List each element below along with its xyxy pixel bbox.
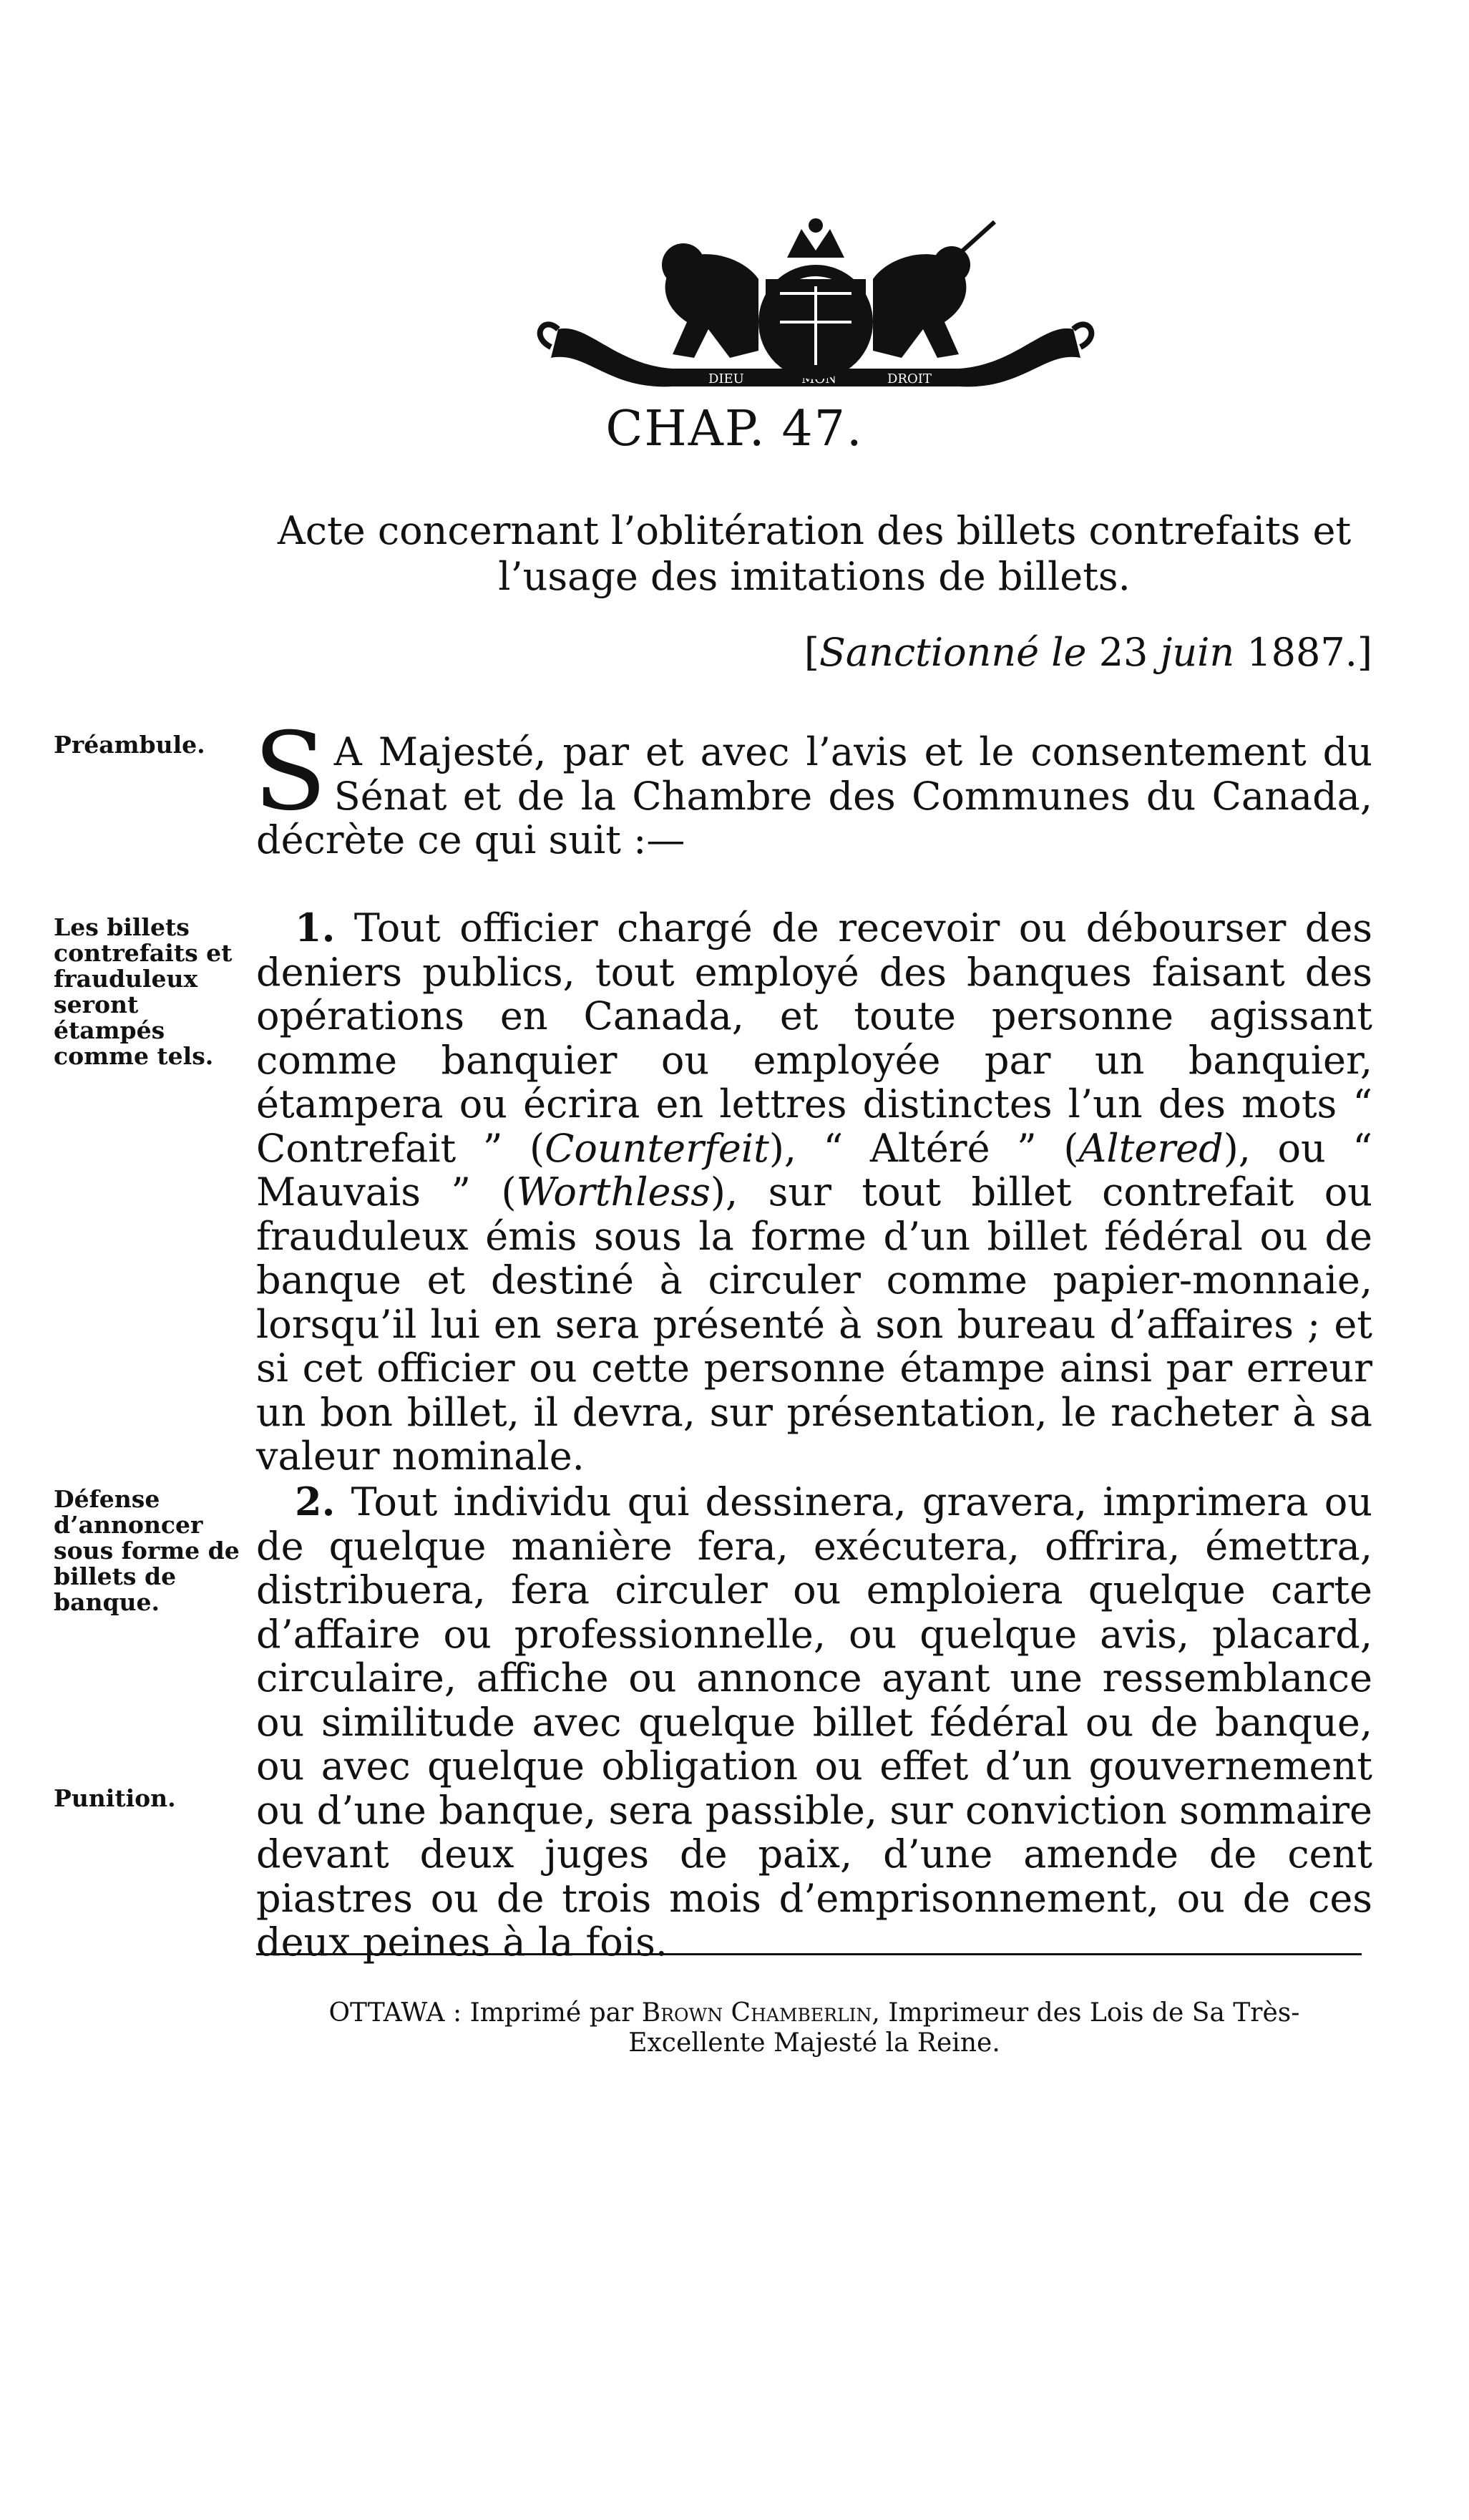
sanction-day: 23 (1098, 630, 1148, 675)
preamble-paragraph (253, 710, 1372, 862)
royal-coat-of-arms-emblem (529, 215, 1102, 394)
margin-note-preamble: Préambule. (54, 731, 205, 759)
section-1-text-c: ), ou “ Mauvais ” ( (256, 1125, 1372, 1215)
imprint-line-2: Excellente Majesté la Reine. (628, 2028, 1000, 2058)
section-1-term-worthless: Worthless (516, 1169, 711, 1215)
motto-center-text: MON (801, 371, 836, 386)
chapter-number: 47. (781, 401, 864, 457)
sanction-close-bracket: .] (1344, 630, 1372, 675)
imprint-printer-name: Brown Chamberlin, (641, 1998, 880, 2028)
preamble-text: A Majesté, par et avec l’avis et le consentement du Sénat et de la Chambre des Communes du Canada, décrète ce qui suit :— (256, 729, 1372, 862)
imprint-line-1 (256, 1998, 1372, 2028)
section-1-text-a: Tout officier chargé de recevoir ou débourser des deniers publics, tout employé des banques faisant des opérations en Canada, et toute personne agissant comme banquier ou employée par un banquier, étampera ou écrira en lettres distinctes l’un des mots “ Contrefait ” ( (256, 905, 1372, 1171)
margin-note-section-2: Défense d’annoncer sous forme de billets de banque. (54, 1485, 240, 1616)
chapter-heading (0, 401, 1469, 457)
sanction-date (804, 630, 1372, 675)
margin-note-punishment: Punition. (54, 1784, 176, 1812)
sanction-year: 1887 (1246, 630, 1345, 675)
imprint-printed-by: Imprimé par (469, 1998, 634, 2028)
margin-note-section-1: Les billets contrefaits et frauduleux seront étampés comme tels. (54, 913, 233, 1070)
section-2-number: 2. (295, 1479, 336, 1524)
act-title-line-2: l’usage des imitations de billets. (498, 554, 1131, 599)
printer-imprint (256, 1998, 1372, 2058)
section-1-text-b: ), “ Altéré ” ( (768, 1125, 1079, 1171)
section-2-text: Tout individu qui dessinera, gravera, imprimera ou de quelque manière fera, exécutera, offrira, émettra, distribuera, fera circuler ou emploiera quelque carte d’affaire ou professionnelle, ou quelque avis, placard, circulaire, affiche ou annonce ayant une ressemblance ou similitude avec quelque billet fédéral ou de banque, ou avec quelque obligation ou effet d’un gouvernement ou d’une banque, sera passible, sur conviction sommaire devant deux juges de paix, d’une amende de cent piastres ou de trois mois d’emprisonnement, ou de ces deux peines à la fois. (256, 1479, 1372, 1965)
act-title-line-1: Acte concernant l’oblitération des billets contrefaits et (277, 508, 1352, 553)
section-1-term-counterfeit: Counterfeit (545, 1125, 769, 1171)
section-1-paragraph (256, 906, 1372, 1479)
motto-right-text: DROIT (887, 371, 932, 386)
crown (787, 229, 844, 258)
footer-rule (256, 1953, 1362, 1955)
section-1-term-altered: Altered (1078, 1125, 1224, 1171)
section-1-text-d: ), sur tout billet contrefait ou frauduleux émis sous la forme d’un billet fédéral ou de banque et destiné à circuler comme papier-monnaie, lorsqu’il lui en sera présenté à son bureau d’affaires ; et si cet officier ou cette personne étampe ainsi par erreur un bon billet, il devra, sur présentation, le racheter à sa valeur nominale. (256, 1169, 1373, 1479)
imprint-rest: Imprimeur des Lois de Sa Très- (888, 1998, 1300, 2028)
chapter-label: CHAP. (605, 401, 766, 457)
motto-left-text: DIEU (708, 371, 744, 386)
sanction-month: juin (1160, 630, 1235, 675)
imprint-city: OTTAWA : (328, 1998, 462, 2028)
section-2-paragraph (256, 1480, 1372, 1965)
act-title (256, 508, 1372, 600)
preamble-initial: S (253, 710, 327, 835)
section-1-number: 1. (295, 905, 336, 950)
sanction-open-bracket: [ (804, 630, 819, 675)
sanction-text: Sanctionné le (819, 630, 1087, 675)
